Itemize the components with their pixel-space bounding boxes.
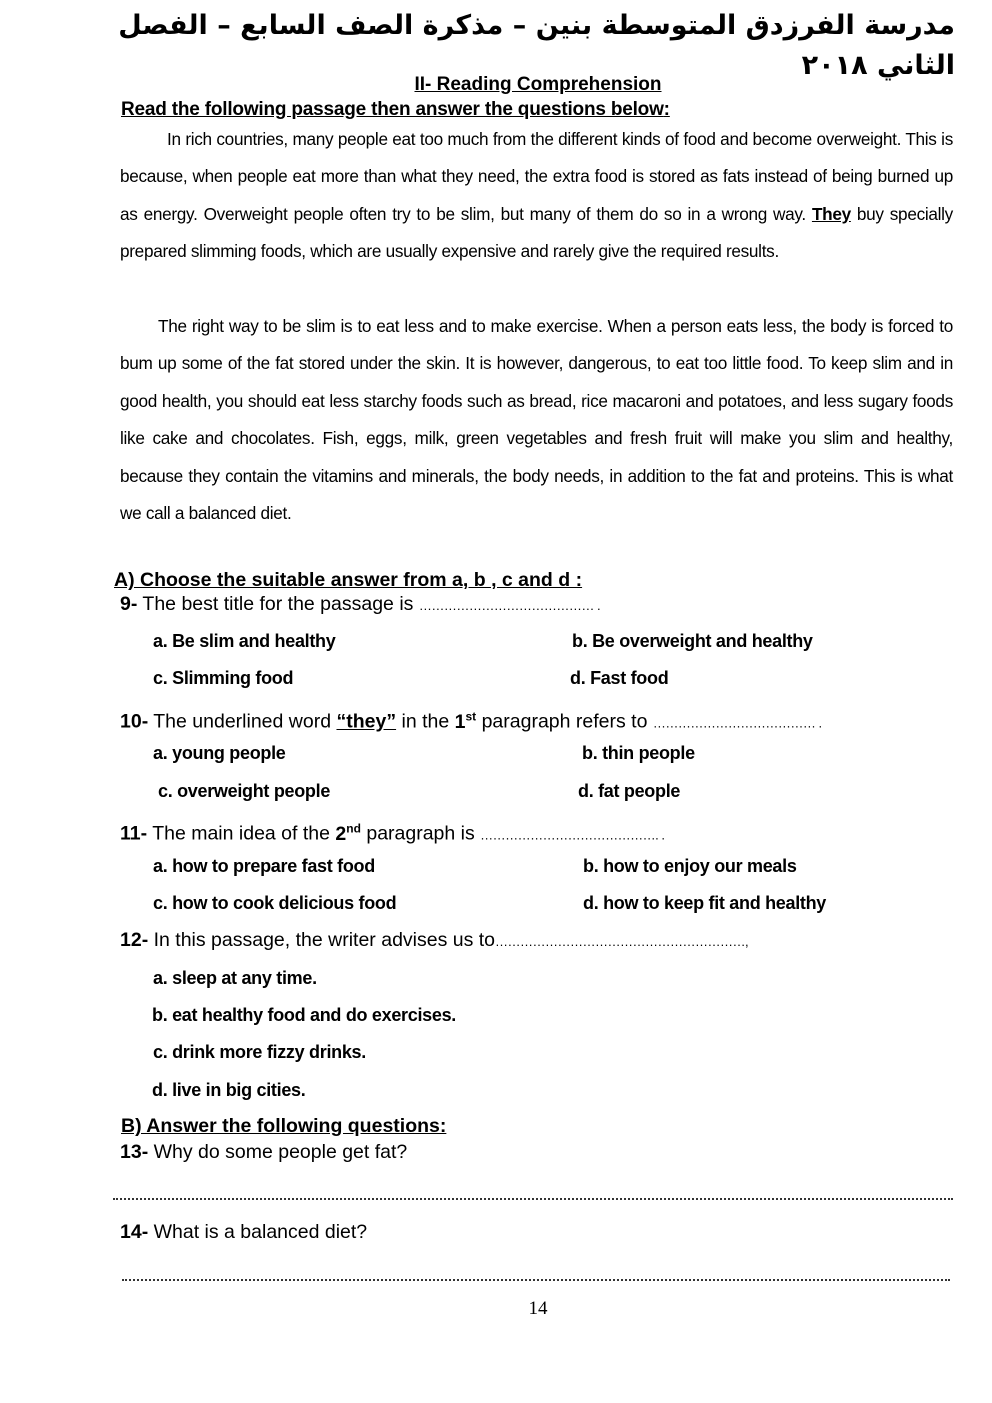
q11-text-after: paragraph is — [366, 822, 475, 845]
q14-answer-line[interactable] — [122, 1277, 950, 1281]
q10-word-they: “they” — [336, 710, 397, 733]
q14-number: 14- — [120, 1221, 149, 1243]
q14-text: What is a balanced diet? — [153, 1221, 368, 1243]
q9-option-a: a. Be slim and healthy — [153, 631, 336, 651]
q11-option-d: d. how to keep fit and healthy — [583, 893, 827, 913]
q12-text: In this passage, the writer advises us to — [153, 929, 496, 951]
q10-blank: ………………………………… . — [652, 715, 822, 731]
q10-text-after: paragraph refers to — [481, 710, 648, 733]
q10-option-b: b. thin people — [582, 743, 695, 763]
question-10 — [120, 704, 822, 736]
q10-ordinal-num: 1 — [454, 710, 466, 733]
q12-option-c: c. drink more fizzy drinks. — [153, 1042, 366, 1062]
instruction-text: Read the following passage then answer the questions below — [121, 99, 664, 120]
q11-text-before: The main idea of the — [152, 822, 330, 845]
instruction-colon: : — [663, 99, 670, 120]
page-number: 14 — [528, 1298, 548, 1319]
q12-blank: ……………………………………………………, — [495, 934, 749, 949]
q11-option-a: a. how to prepare fast food — [153, 856, 375, 876]
q11-blank: ……………………………………. . — [480, 827, 665, 843]
q10-option-d: d. fat people — [578, 781, 681, 801]
q13-number: 13- — [120, 1141, 149, 1163]
question-11 — [120, 816, 665, 848]
part-a-heading: A) Choose the suitable answer from a, b , c and d : — [114, 569, 583, 591]
p1-text-after: buy specially prepared slimming foods, which are usually expensive and rarely give the required results. — [120, 203, 953, 262]
school-header-arabic: مدرسة الفرزدق المتوسطة بنين – مذكرة الصف السابع – الفصل الثاني ٢٠١٨ — [118, 10, 955, 81]
question-12 — [120, 928, 748, 954]
p1-text-before: In rich countries, many people eat too much from the different kinds of food and become overweight. This is because, when people eat more than what they need, the extra food is stored as fats instead of being burned up as energy. Overweight people often try to be slim, but many of them do so in a wrong way. — [120, 129, 953, 224]
q12-option-d: d. live in big cities. — [152, 1080, 306, 1100]
q10-text-before: The underlined word — [153, 710, 332, 733]
q11-ordinal-num: 2 — [335, 822, 347, 845]
q10-option-a: a. young people — [153, 743, 286, 763]
q12-number: 12- — [120, 929, 149, 951]
question-14 — [120, 1220, 367, 1244]
q12-option-a: a. sleep at any time. — [153, 968, 317, 988]
q10-option-c: c. overweight people — [158, 781, 331, 801]
passage-paragraph-2: The right way to be slim is to eat less and to make exercise. When a person eats less, the body is forced to bum up some of the fat stored under the skin. It is however, dangerous, to eat too little food. To keep slim and in good health, you should eat less starchy foods such as bread, rice macaroni and potatoes, and less sugary foods like cake and chocolates. Fish, eggs, milk, green vegetables and fresh fruit will make you slim and healthy, because they contain the vitamins and minerals, the body needs, in addition to the fat and proteins. This is what we call a balanced diet. — [120, 316, 953, 524]
question-13 — [120, 1140, 407, 1164]
q9-option-c: c. Slimming food — [153, 668, 294, 688]
q11-ordinal-suffix: nd — [346, 821, 361, 835]
q11-number: 11- — [120, 822, 148, 845]
question-9 — [120, 592, 600, 618]
q10-number: 10- — [120, 710, 149, 733]
q9-text: The best title for the passage is — [142, 593, 414, 615]
q10-text-mid: in the — [401, 710, 450, 733]
part-b-heading: B) Answer the following questions: — [121, 1115, 447, 1137]
q11-option-b: b. how to enjoy our meals — [583, 856, 797, 876]
p1-keyword-they: They — [811, 203, 851, 224]
instruction — [121, 98, 670, 122]
q11-option-c: c. how to cook delicious food — [153, 893, 397, 913]
q9-option-b: b. Be overweight and healthy — [572, 631, 813, 651]
q13-answer-line[interactable] — [113, 1196, 953, 1200]
q9-number: 9- — [120, 593, 138, 615]
q9-option-d: d. Fast food — [570, 668, 669, 688]
section-title: II- Reading Comprehension — [414, 74, 662, 95]
q11-ordinal — [335, 823, 361, 845]
q10-ordinal-suffix: st — [465, 709, 477, 723]
q9-blank: …………………………………… . — [418, 598, 601, 613]
q10-ordinal — [455, 711, 477, 733]
q12-option-b: b. eat healthy food and do exercises. — [152, 1005, 456, 1025]
passage-paragraph-1 — [120, 121, 953, 271]
q13-text: Why do some people get fat? — [153, 1141, 408, 1163]
